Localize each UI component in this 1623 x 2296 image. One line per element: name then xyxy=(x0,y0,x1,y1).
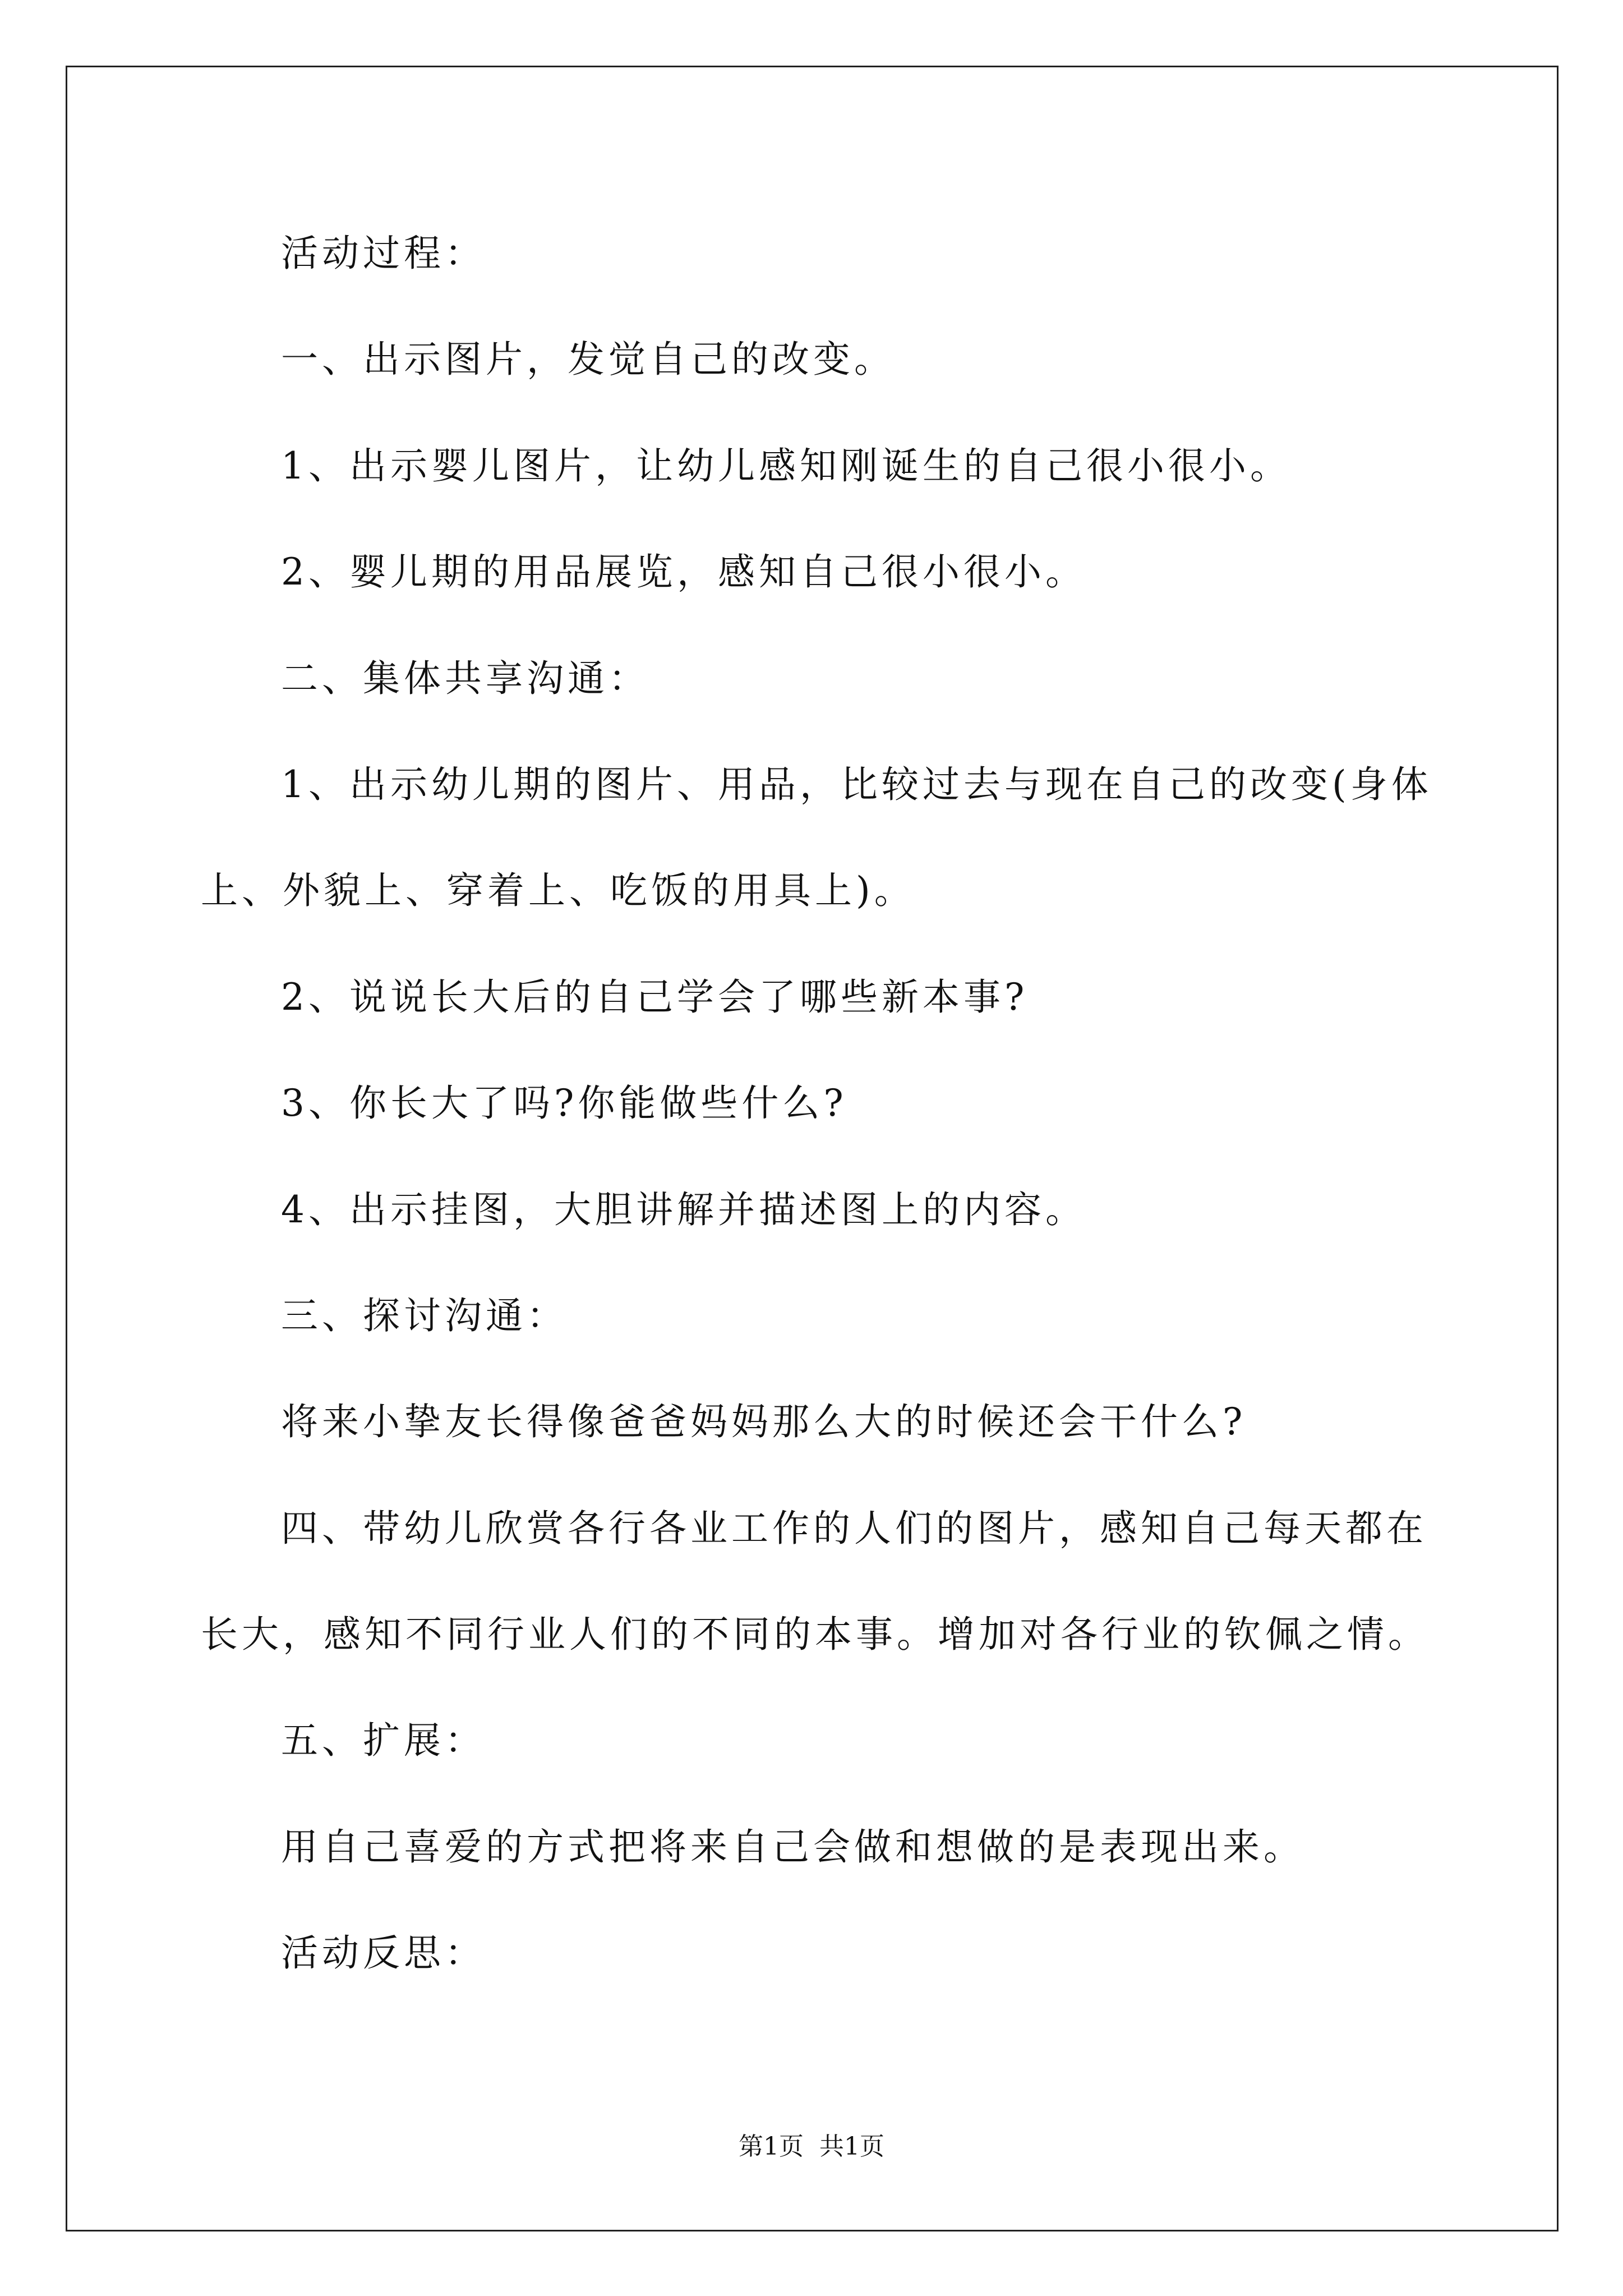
paragraph-line: 4、出示挂图，大胆讲解并描述图上的内容。 xyxy=(281,1188,1086,1231)
section-heading-two: 二、集体共享沟通： xyxy=(281,656,649,700)
page-number-footer: 第1页 共1页 xyxy=(739,2132,884,2161)
paragraph-line-continuation: 长大，感知不同行业人们的不同的本事。增加对各行业的钦佩之情。 xyxy=(201,1613,1429,1657)
paragraph-line: 3、你长大了吗?你能做些什么? xyxy=(281,1082,847,1125)
section-heading-one: 一、出示图片，发觉自己的改变。 xyxy=(281,338,895,381)
section-heading-five: 五、扩展： xyxy=(281,1719,486,1763)
section-heading-three: 三、探讨沟通： xyxy=(281,1294,568,1337)
paragraph-line: 1、出示婴儿图片，让幼儿感知刚诞生的自己很小很小。 xyxy=(281,444,1291,487)
paragraph-line: 2、婴儿期的用品展览，感知自己很小很小。 xyxy=(281,550,1086,594)
section-heading-four: 四、带幼儿欣赏各行各业工作的人们的图片，感知自己每天都在 xyxy=(281,1506,1427,1550)
paragraph-line-continuation: 上、外貌上、穿着上、吃饭的用具上)。 xyxy=(201,869,915,913)
section-heading-activity-process: 活动过程： xyxy=(281,232,486,275)
paragraph-line: 2、说说长大后的自己学会了哪些新本事? xyxy=(281,975,1029,1019)
section-heading-activity-reflection: 活动反思： xyxy=(281,1931,486,1975)
paragraph-line: 将来小挚友长得像爸爸妈妈那么大的时候还会干什么? xyxy=(281,1400,1247,1444)
paragraph-line: 1、出示幼儿期的图片、用品，比较过去与现在自己的改变(身体 xyxy=(281,762,1432,806)
paragraph-line: 用自己喜爱的方式把将来自己会做和想做的是表现出来。 xyxy=(281,1825,1304,1869)
document-body xyxy=(0,200,1548,2007)
